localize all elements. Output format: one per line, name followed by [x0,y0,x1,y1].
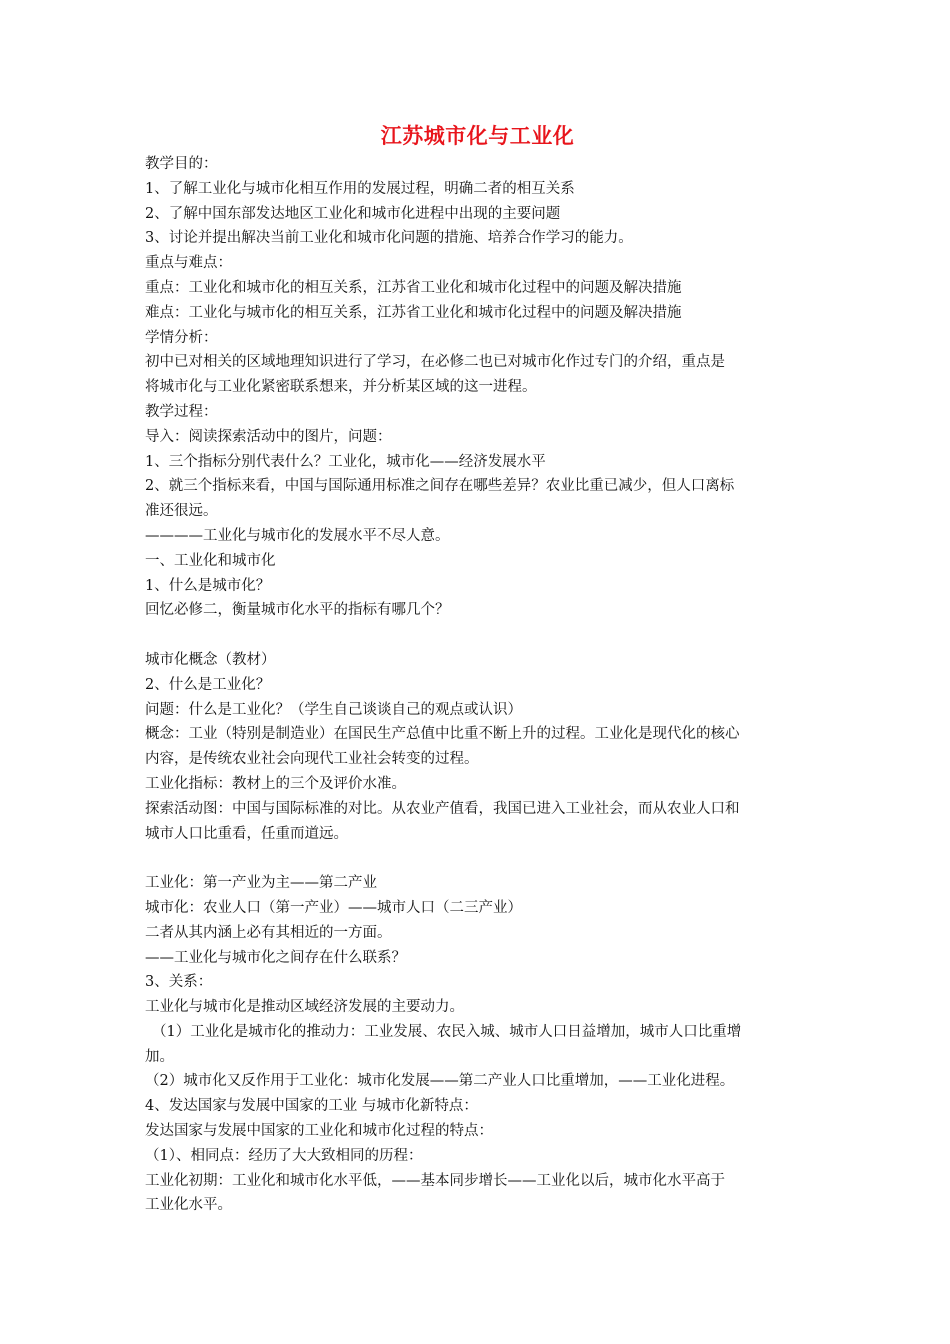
document-title: 江苏城市化与工业化 [380,124,575,148]
text-line: 1、了解工业化与城市化相互作用的发展过程，明确二者的相互关系 [145,180,575,197]
text-line: ————工业化与城市化的发展水平不尽人意。 [145,527,450,544]
text-line: 导入：阅读探索活动中的图片，问题： [145,428,392,445]
text-line: 工业化水平。 [145,1197,232,1214]
text-line: 4、发达国家与发展中国家的工业 与城市化新特点： [145,1098,478,1115]
text-line: 准还很远。 [145,503,218,520]
text-line: 重点：工业化和城市化的相互关系，江苏省工业化和城市化过程中的问题及解决措施 [145,279,682,296]
text-line: 回忆必修二，衡量城市化水平的指标有哪几个？ [145,602,450,619]
text-line: 学情分析： [145,329,218,346]
text-line: 2、什么是工业化？ [145,676,271,693]
document-page [145,120,810,1218]
text-line: （1）、相同点：经历了大大致相同的历程： [145,1147,423,1164]
text-line: （2）城市化又反作用于工业化：城市化发展——第二产业人口比重增加，——工业化进程。 [145,1073,735,1090]
text-line: 工业化与城市化是推动区域经济发展的主要动力。 [145,999,464,1016]
text-line: 探索活动图：中国与国际标准的对比。从农业产值看，我国已进入工业社会，而从农业人口和 [145,800,740,817]
blank-line [145,846,810,871]
text-line: 内容，是传统农业社会向现代工业社会转变的过程。 [145,751,479,768]
text-line: 3、讨论并提出解决当前工业化和城市化问题的措施、培养合作学习的能力。 [145,230,633,247]
text-line: 一、工业化和城市化 [145,552,276,569]
text-line: 二者从其内涵上必有其相近的一方面。 [145,924,392,941]
text-line: 2、就三个指标来看，中国与国际通用标准之间存在哪些差异？农业比重已减少，但人口离标 [145,478,735,495]
text-line: 将城市化与工业化紧密联系想来，并分析某区域的这一进程。 [145,379,537,396]
text-line: 城市化：农业人口（第一产业）——城市人口（二三产业） [145,899,522,916]
text-line: 概念：工业（特别是制造业）在国民生产总值中比重不断上升的过程。工业化是现代化的核心 [145,726,740,743]
text-line: 加。 [145,1048,174,1065]
text-line: 初中已对相关的区域地理知识进行了学习，在必修二也已对城市化作过专门的介绍，重点是 [145,354,725,371]
text-line: 重点与难点： [145,255,232,272]
text-line: 问题：什么是工业化？（学生自己谈谈自己的观点或认识） [145,701,522,718]
blank-line [145,623,810,648]
text-line: ——工业化与城市化之间存在什么联系？ [145,949,406,966]
text-line: 2、了解中国东部发达地区工业化和城市化进程中出现的主要问题 [145,205,561,222]
text-line: 教学过程： [145,403,218,420]
text-line: 难点：工业化与城市化的相互关系，江苏省工业化和城市化过程中的问题及解决措施 [145,304,682,321]
text-line: 工业化初期：工业化和城市化水平低，——基本同步增长——工业化以后，城市化水平高于 [145,1172,725,1189]
document-body [145,152,810,1218]
text-line: 1、三个指标分别代表什么？工业化，城市化——经济发展水平 [145,453,546,470]
text-line: （1）工业化是城市化的推动力：工业发展、农民入城、城市人口日益增加，城市人口比重增 [152,1023,742,1040]
text-line: 城市化概念（教材） [145,651,276,668]
text-line: 教学目的： [145,156,218,172]
text-line: 工业化：第一产业为主——第二产业 [145,875,377,892]
text-line: 3、关系： [145,974,213,991]
text-line: 发达国家与发展中国家的工业化和城市化过程的特点： [145,1123,493,1140]
text-line: 工业化指标：教材上的三个及评价水准。 [145,775,406,792]
text-line: 城市人口比重看，任重而道远。 [145,825,348,842]
text-line: 1、什么是城市化？ [145,577,271,594]
